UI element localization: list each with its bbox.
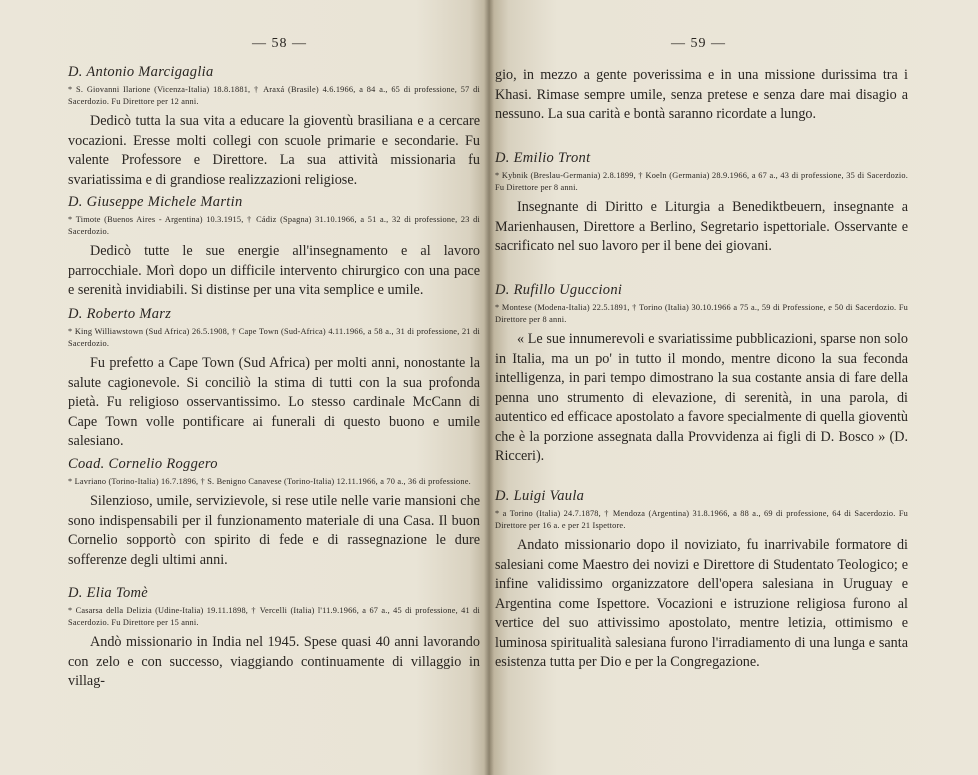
entry-meta: * Casarsa della Delizia (Udine-Italia) 19.11.1898, † Vercelli (Italia) l'11.9.1966, a 67 a., 45 di professione, 41 di Sacerdozio. Fu Direttore per 15 anni. — [68, 606, 480, 627]
entry-text: Insegnante di Diritto e Liturgia a Benediktbeuern, insegnante a Marienhausen, Direttore a Berlino, Segretario ispettoriale. Osservante e sacrificato nel suo lavoro per il bene dei giovani. — [495, 199, 908, 254]
entry-meta: * King Williawstown (Sud Africa) 26.5.1908, † Cape Town (Sud-Africa) 4.11.1966, a 58 a., 31 di professione, 21 di Sacerdozio. — [68, 327, 480, 348]
entry-text: Fu prefetto a Cape Town (Sud Africa) per molti anni, nonostante la salute cagionevole. Si conciliò la stima di tutti con la sua profonda pietà. Fu religioso osservantissimo. Lo stesso cardinale McCann di Cape Town volle pontificare ai funerali di questo buono e umile salesiano. — [68, 355, 480, 449]
obituary-entry — [68, 456, 480, 570]
entry-name: Coad. Cornelio Roggero — [68, 456, 218, 472]
obituary-entry — [68, 585, 480, 692]
obituary-entry — [68, 194, 480, 301]
obituary-entry — [495, 150, 908, 257]
entry-meta: * Montese (Modena-Italia) 22.5.1891, † Torino (Italia) 30.10.1966 a 75 a., 59 di Professione, e 50 di Sacerdozio. Fu Direttore per 8 anni. — [495, 303, 908, 324]
entry-text: Dedicò tutta la sua vita a educare la gioventù brasiliana e a cercare vocazioni. Eresse molti collegi con scuole primarie e secondarie. Fu valente Professore e Direttore. La sua attività missionaria fu svariatissima e di grandiose realizzazioni religiose. — [68, 113, 480, 188]
entry-meta: * Timote (Buenos Aires - Argentina) 10.3.1915, † Cádiz (Spagna) 31.10.1966, a 51 a., 32 di professione, 23 di Sacerdozio. — [68, 215, 480, 236]
entry-name: D. Roberto Marz — [68, 306, 172, 322]
obituary-entry — [495, 282, 908, 467]
entry-name: D. Rufillo Uguccioni — [495, 282, 623, 298]
book-gutter — [484, 0, 494, 775]
entry-meta: * Lavriano (Torino-Italia) 16.7.1896, † S. Benigno Canavese (Torino-Italia) 12.11.1966, a 70 a., 36 di professione. — [68, 477, 471, 486]
entry-name: D. Giuseppe Michele Martin — [68, 194, 243, 210]
page-number-left: — 58 — — [252, 36, 307, 51]
obituary-entry — [68, 306, 480, 452]
continuation-text-block — [495, 66, 908, 125]
entry-text: Dedicò tutte le sue energie all'insegnamento e al lavoro parrocchiale. Morì dopo un difficile intervento chirurgico con una pace e serenità invidiabili. Si distinse per una vita semplice e umile. — [68, 243, 480, 298]
page-number-right: — 59 — — [671, 36, 726, 51]
obituary-entry — [495, 488, 908, 673]
entry-text: « Le sue innumerevoli e svariatissime pubblicazioni, sparse non solo in Italia, ma un po' in tutto il mondo, mentre dicono la sua feconda intelligenza, in pari tempo dimostrano la sua costante ansia di fare della penna uno strumento di elevazione, di serenità, in una parola, di autentico ed efficace apostolato a favore specialmente di quella gioventù che è la porzione assegnata dalla Provvidenza ai figli di D. Bosco » (D. Ricceri). — [495, 331, 908, 464]
entry-text: Andato missionario dopo il noviziato, fu inarrivabile formatore di salesiani come Maestro dei novizi e Direttore di Studentato Teologico; e infine validissimo organizzatore dell'opera salesiana in Uruguay e Argentina come Ispettore. Vocazioni e istruzione religiosa furono al vertice del suo attivissimo apostolato, mentre letizia, ottimismo e luminosa spiritualità salesiana furono l'irradiamento di una lunga e santa esistenza tutta per Dio e per la Congregazione. — [495, 537, 908, 670]
entry-meta: * S. Giovanni Ilarione (Vicenza-Italia) 18.8.1881, † Araxá (Brasile) 4.6.1966, a 84 a., 65 di professione, 57 di Sacerdozio. Fu Direttore per 12 anni. — [68, 85, 480, 106]
entry-text: Silenzioso, umile, servizievole, si rese utile nelle varie mansioni che sono indispensabili per il funzionamento materiale di una Casa. Il buon Cornelio sopportò con spirito di fede e di rassegnazione le dure sofferenze degli ultimi anni. — [68, 493, 480, 568]
entry-meta: * Kybnik (Breslau-Germania) 2.8.1899, † Koeln (Germania) 28.9.1966, a 67 a., 43 di professione, 35 di Sacerdozio. Fu Direttore per 8 anni. — [495, 171, 908, 192]
entry-name: D. Antonio Marcigaglia — [68, 64, 214, 80]
entry-name: D. Elia Tomè — [68, 585, 149, 601]
right-page — [489, 0, 978, 775]
obituary-entry — [68, 64, 480, 190]
entry-meta: * a Torino (Italia) 24.7.1878, † Mendoza (Argentina) 31.8.1966, a 88 a., 69 di professione, 64 di Sacerdozio. Fu Direttore per 16 a. e per 21 Ispettore. — [495, 509, 908, 530]
continuation-text: gio, in mezzo a gente poverissima e in una missione durissima tra i Khasi. Rimase sempre umile, senza pretese e senza dare mai disagio a nessuno. La sua carità e bontà saranno ricordate a lungo. — [495, 67, 908, 122]
entry-text: Andò missionario in India nel 1945. Spese quasi 40 anni lavorando con zelo e con successo, viaggiando continuamente di villaggio in villag- — [68, 634, 480, 689]
entry-name: D. Emilio Tront — [495, 150, 591, 166]
entry-name: D. Luigi Vaula — [495, 488, 585, 504]
